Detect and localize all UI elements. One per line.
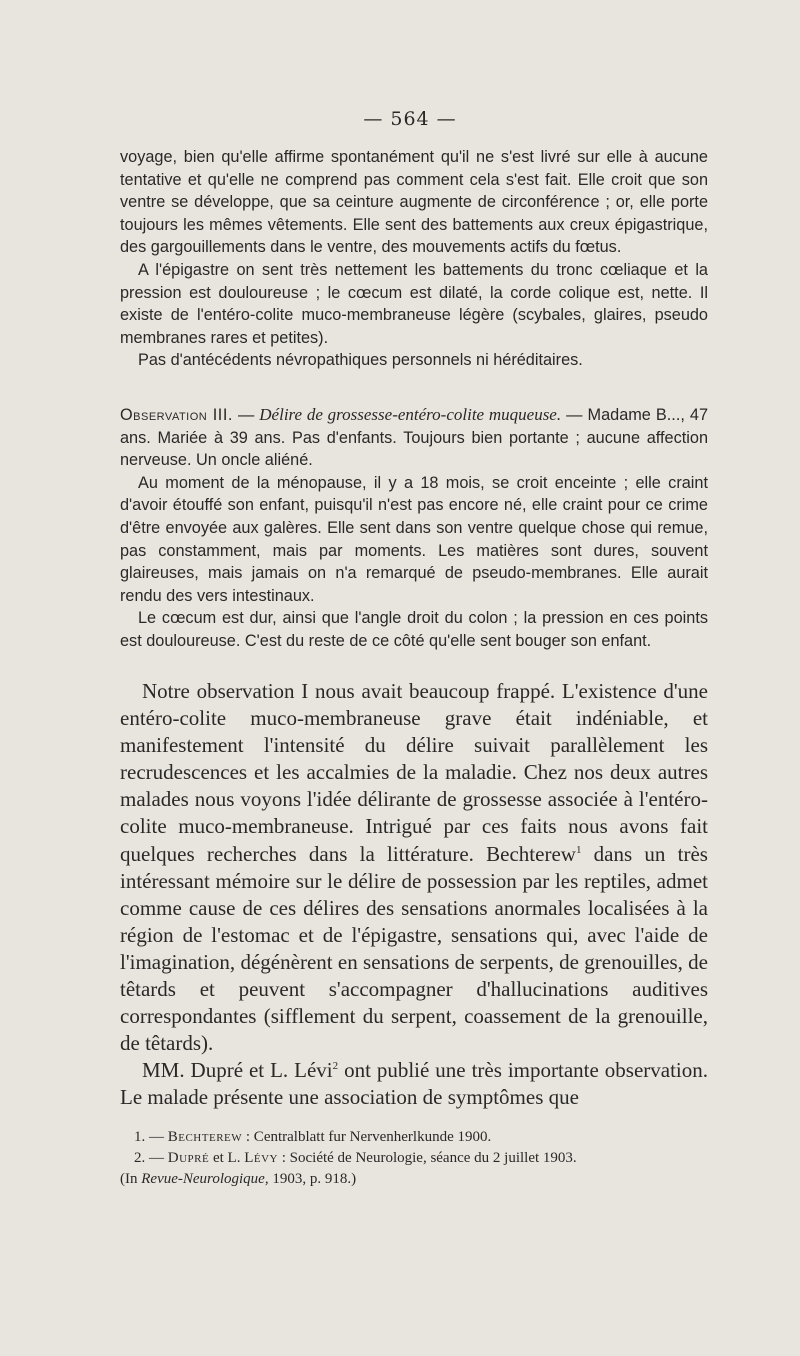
footnote-text: (In [120,1171,142,1187]
paragraph: Le cœcum est dur, ainsi que l'angle droit du colon ; la pression en ces points est douloureuse. C'est du reste de ce côté qu'elle sent bouger son enfant. [120,609,708,650]
footnote-number: 2. — [134,1150,168,1166]
footnote-author: Bechterew [167,1129,243,1145]
paragraph: A l'épigastre on sent très nettement les battements du tronc cœliaque et la pression est douloureuse ; le cœcum est dilaté, la corde colique est, nette. Il existe de l'entéro-colite muco-membraneuse légère (scybales, glaires, pseudo membranes rares et petites). [120,260,708,347]
footnote-author: Lévy [244,1150,278,1166]
footnote-journal: Revue-Neurologique, [141,1171,269,1187]
paragraph [120,678,708,1057]
observation-label: Observation III. [120,406,233,424]
footnote-ref: 2 [332,1060,339,1073]
paragraph [120,1057,708,1111]
footnote-text: : Centralblatt fur Nervenherlkunde 1900. [242,1129,492,1145]
footnote-text: 1903, p. 918.) [268,1171,357,1187]
footnote-text: et L. [209,1150,245,1166]
footnote-text: : Société de Neurologie, séance du 2 juillet 1903. [277,1150,577,1166]
observation-intro: Madame B..., 47 ans. Mariée à 39 ans. Pas d'enfants. Toujours bien portante ; aucune affection nerveuse. Un oncle aliéné. [120,406,709,470]
text-run: dans un très intéressant mémoire sur le délire de possession par les reptiles, admet comme cause de ces délires des sensations anormales localisées à la région de l'estomac et de l'épigastre, sensations qui, avec l'aide de l'imagination, dégénèrent en sensations de serpents, de grenouilles, de têtards et peuvent s'accompagner d'hallucinations auditives correspondantes (sifflement du serpent, coassement de la grenouille, de têtards). [120,841,708,1056]
paragraph: Pas d'antécédents névropathiques personnels ni héréditaires. [138,351,583,370]
main-text [120,678,708,1112]
observation-title: Délire de grossesse-entéro-colite muqueuse. [259,405,562,424]
dash: — [232,406,260,424]
observation-three [120,404,708,653]
page-number: — 564 — [363,108,457,130]
observation-heading [120,404,708,472]
dash: — [561,406,583,424]
footnote [120,1148,708,1169]
footnote-continuation [120,1169,708,1190]
text-run: Notre observation I nous avait beaucoup frappé. L'existence d'une entéro-colite muco-membraneuse grave était indéniable, et manifestement l'intensité du délire suivait parallèlement les recrudescences et les accalmies de la maladie. Chez nos deux autres malades nous voyons l'idée délirante de grossesse associée à l'entéro-colite muco-membraneuse. Intrigué par ces faits nous avons fait quelques recherches dans la littérature. Bechterew [120,679,708,866]
footnote-ref: 1 [575,843,582,856]
footnote [120,1127,708,1148]
paragraph: Au moment de la ménopause, il y a 18 mois, se croit enceinte ; elle craint d'avoir étouffé son enfant, puisqu'il n'est pas encore né, elle craint pour ce crime d'être envoyée aux galères. Elle sent dans son ventre quelque chose qui remue, pas constamment, mais par moments. Les matières sont dures, souvent glaireuses, mais jamais on n'a remarqué de pseudo-membranes. Elle aurait rendu des vers intestinaux. [120,473,708,605]
paragraph: voyage, bien qu'elle affirme spontanément qu'il ne s'est livré sur elle à aucune tentative et qu'elle ne comprend pas comment cela s'est fait. Elle croit que son ventre se développe, que sa ceinture augmente de circonférence ; or, elle porte toujours les mêmes vêtements. Elle sent des battements aux creux épigastrique, des gargouillements dans le ventre, des mouvements actifs du fœtus. [120,148,708,257]
text-run: ont publié une très importante observation. Le malade présente une association de symptômes que [120,1058,708,1110]
footnotes [120,1127,708,1190]
footnote-number: 1. — [134,1129,168,1145]
footnote-author: Dupré [167,1150,210,1166]
text-run: MM. Dupré et L. Lévi [142,1058,333,1083]
case-continuation [120,146,708,372]
